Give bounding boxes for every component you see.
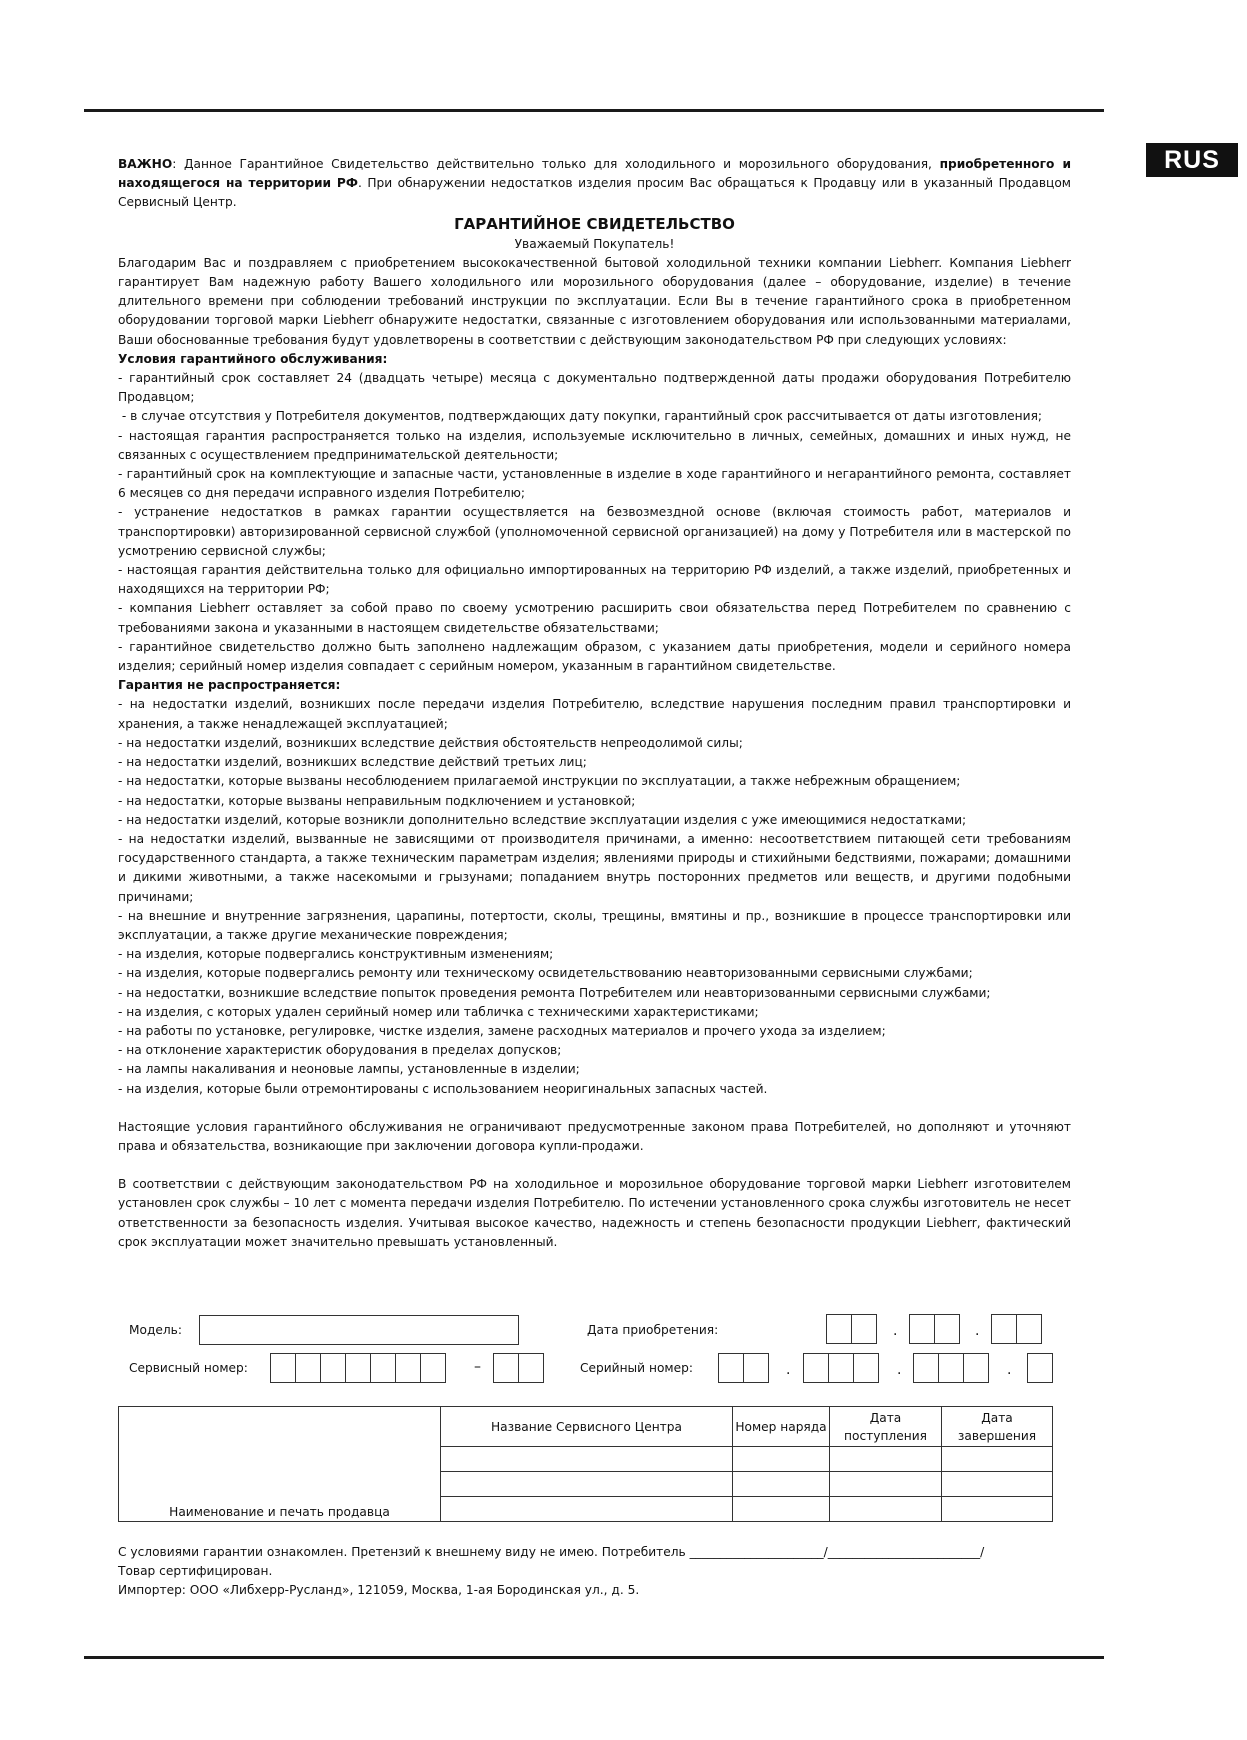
certified-line: Товар сертифицирован. xyxy=(118,1564,273,1579)
list-item: - гарантийный срок составляет 24 (двадцать четыре) месяца с документально подтвержденной даты продажи оборудования Потребителю Продавцом; xyxy=(118,371,1071,405)
table-cell[interactable] xyxy=(942,1497,1053,1522)
list-item: - на изделия, которые подвергались конструктивным изменениям; xyxy=(118,947,554,962)
list-item: - на недостатки, возникшие вследствие попыток проведения ремонта Потребителем или неавторизованными сервисными службами; xyxy=(118,985,991,1000)
date-separator: . xyxy=(975,1323,980,1339)
service-number-field[interactable] xyxy=(270,1353,445,1383)
seller-stamp-area[interactable] xyxy=(119,1407,441,1522)
list-item: - на недостатки изделий, возникших после передачи изделия Потребителю, вследствие нарушения последним правил транспортировки и хранения, а также ненадлежащей эксплуатацией; xyxy=(118,697,1071,731)
service-table xyxy=(118,1406,1053,1522)
digit-cell[interactable] xyxy=(1027,1353,1053,1383)
footer xyxy=(118,1543,984,1601)
digit-cell[interactable] xyxy=(493,1353,519,1383)
digit-cell[interactable] xyxy=(395,1353,421,1383)
list-item: - устранение недостатков в рамках гарантии осуществляется на безвозмездной основе (включая стоимость работ, материалов и транспортировки) авторизированной сервисной службой (уполномоченной сервисной организацией) на дому у Потребителя или в мастерской по усмотрению сервисной службы; xyxy=(118,505,1071,558)
digit-cell[interactable] xyxy=(295,1353,321,1383)
digit-cell[interactable] xyxy=(518,1353,544,1383)
rights-note: Настоящие условия гарантийного обслуживания не ограничивают предусмотренные законом права Потребителей, но дополняют и уточняют права и обязательства, возникающие при заключении договора купли-продажи. xyxy=(118,1119,1071,1153)
serial-separator: . xyxy=(897,1362,902,1378)
table-cell[interactable] xyxy=(942,1447,1053,1472)
important-label: ВАЖНО xyxy=(118,157,173,171)
table-cell[interactable] xyxy=(733,1447,830,1472)
list-item: - на недостатки изделий, возникших вследствие действия обстоятельств непреодолимой силы; xyxy=(118,735,743,750)
table-cell[interactable] xyxy=(441,1447,733,1472)
bottom-divider xyxy=(84,1656,1104,1659)
column-header: Номер наряда xyxy=(733,1407,830,1447)
page-title: ГАРАНТИЙНОЕ СВИДЕТЕЛЬСТВО xyxy=(454,214,735,233)
table-cell[interactable] xyxy=(441,1497,733,1522)
table-cell[interactable] xyxy=(830,1472,942,1497)
table-cell[interactable] xyxy=(830,1497,942,1522)
digit-cell[interactable] xyxy=(345,1353,371,1383)
list-item: - на недостатки, которые вызваны неправильным подключением и установкой; xyxy=(118,793,636,808)
language-tag: RUS xyxy=(1146,143,1238,177)
column-header: Дата поступления xyxy=(830,1407,942,1447)
purchase-month-field[interactable] xyxy=(909,1314,959,1344)
list-item: - гарантийное свидетельство должно быть заполнено надлежащим образом, с указанием даты приобретения, модели и серийного номера изделия; серийный номер изделия совпадает с серийным номером, указанным в гарантийном свидетельстве. xyxy=(118,639,1071,674)
digit-cell[interactable] xyxy=(320,1353,346,1383)
serial-part-3-field[interactable] xyxy=(913,1353,988,1383)
greeting: Уважаемый Покупатель! xyxy=(514,236,675,251)
list-item: - настоящая гарантия действительна только для официально импортированных на территорию РФ изделий, а также изделий, приобретенных и находящихся на территории РФ; xyxy=(118,563,1071,597)
model-field[interactable] xyxy=(199,1315,519,1345)
list-item: - на изделия, которые подвергались ремонту или техническому освидетельствованию неавторизованными сервисными службами; xyxy=(118,966,973,981)
digit-cell[interactable] xyxy=(370,1353,396,1383)
important-text-c: . При обнаружении недостатков изделия просим Вас обращаться к Продавцу или в указанный Продавцом Сервисный Центр. xyxy=(118,176,1071,210)
list-item: - на недостатки изделий, которые возникли дополнительно вследствие эксплуатации изделия с уже имеющимися недостатками; xyxy=(118,812,967,827)
important-notice xyxy=(118,155,1071,213)
table-cell[interactable] xyxy=(441,1472,733,1497)
list-item: - в случае отсутствия у Потребителя документов, подтверждающих дату покупки, гарантийный срок рассчитывается от даты изготовления; xyxy=(118,409,1043,424)
date-separator: . xyxy=(893,1323,898,1339)
serial-part-2-field[interactable] xyxy=(803,1353,878,1383)
digit-cell[interactable] xyxy=(718,1353,744,1383)
digit-cell[interactable] xyxy=(828,1353,854,1383)
digit-cell[interactable] xyxy=(963,1353,989,1383)
purchase-day-field[interactable] xyxy=(826,1314,876,1344)
intro-paragraph: Благодарим Вас и поздравляем с приобретением высококачественной бытовой холодильной техники компании Liebherr. Компания Liebherr гарантирует Вам надежную работу Вашего холодильного или морозильного оборудования (далее – оборудование, изделие) в течение длительного времени при соблюдении требований инструкции по эксплуатации. Если Вы в течение гарантийного срока в приобретенном оборудовании торговой марки Liebherr обнаружите недостатки, связанные с изготовлением оборудования или использованными материалами, Ваши обоснованные требования будут удовлетворены в соответствии с действующим законодательством РФ при следующих условиях: xyxy=(118,255,1071,347)
column-header: Дата завершения xyxy=(942,1407,1053,1447)
purchase-year-field[interactable] xyxy=(991,1314,1041,1344)
list-item: - на изделия, с которых удален серийный номер или табличка с техническими характеристиками; xyxy=(118,1004,759,1019)
conditions-heading: Условия гарантийного обслуживания: xyxy=(118,351,388,366)
digit-cell[interactable] xyxy=(991,1314,1017,1344)
digit-cell[interactable] xyxy=(826,1314,852,1344)
model-label: Модель: xyxy=(129,1323,182,1337)
serial-part-4-field[interactable] xyxy=(1027,1353,1052,1383)
digit-cell[interactable] xyxy=(851,1314,877,1344)
table-cell[interactable] xyxy=(733,1472,830,1497)
important-text-a: : Данное Гарантийное Свидетельство действительно только для холодильного и морозильного оборудования, xyxy=(172,157,940,171)
list-item: - гарантийный срок на комплектующие и запасные части, установленные в изделие в ходе гарантийного и негарантийного ремонта, составляет 6 месяцев со дня передачи исправного изделия Потребителю; xyxy=(118,467,1071,501)
digit-cell[interactable] xyxy=(1016,1314,1042,1344)
digit-cell[interactable] xyxy=(913,1353,939,1383)
importer-line: Импортер: ООО «Либхерр-Русланд», 121059, Москва, 1-ая Бородинская ул., д. 5. xyxy=(118,1583,640,1598)
list-item: - на изделия, которые были отремонтированы с использованием неоригинальных запасных частей. xyxy=(118,1081,768,1096)
exclusions-list xyxy=(118,695,1071,1098)
digit-cell[interactable] xyxy=(853,1353,879,1383)
serial-separator: . xyxy=(786,1362,791,1378)
acknowledgement-line: С условиями гарантии ознакомлен. Претензий к внешнему виду не имею. Потребитель ______________________/_________________________/ xyxy=(118,1545,985,1559)
digit-cell[interactable] xyxy=(934,1314,960,1344)
list-item: - на недостатки, которые вызваны несоблюдением прилагаемой инструкции по эксплуатации, а также небрежным обращением; xyxy=(118,774,961,789)
column-header: Название Сервисного Центра xyxy=(441,1407,733,1447)
list-item: - на лампы накаливания и неоновые лампы, установленные в изделии; xyxy=(118,1062,580,1077)
digit-cell[interactable] xyxy=(909,1314,935,1344)
list-item: - компания Liebherr оставляет за собой право по своему усмотрению расширить свои обязательства перед Потребителем по сравнению с требованиями закона и указанными в настоящем свидетельстве обязательствами; xyxy=(118,601,1071,635)
digit-cell[interactable] xyxy=(803,1353,829,1383)
list-item: - настоящая гарантия распространяется только на изделия, используемые исключительно в личных, семейных, домашних и иных нужд, не связанных с осуществлением предпринимательской деятельности; xyxy=(118,428,1071,462)
warranty-document xyxy=(118,155,1071,1252)
table-cell[interactable] xyxy=(942,1472,1053,1497)
list-item: - на недостатки изделий, вызванные не зависящими от производителя причинами, а именно: несоответствием питающей сети требованиям государственного стандарта, а также техническим параметрам изделия; явлениями природы и стихийными бедствиями, пожарами; домашними и дикими животными, а также насекомыми и грызунами; попаданием внутрь посторонних предметов или веществ, и другими подобными причинами; xyxy=(118,831,1071,904)
table-cell[interactable] xyxy=(830,1447,942,1472)
digit-cell[interactable] xyxy=(270,1353,296,1383)
list-item: - на недостатки изделий, возникших вследствие действий третьих лиц; xyxy=(118,755,587,770)
important-bold: приобретенного и находящегося на территории РФ xyxy=(118,157,1071,191)
service-life-note: В соответствии с действующим законодательством РФ на холодильное и морозильное оборудование торговой марки Liebherr изготовителем установлен срок службы – 10 лет с момента передачи изделия Потребителю. По истечении установленного срока службы изготовитель не несет ответственности за безопасность изделия. Учитывая высокое качество, надежность и степень безопасности продукции Liebherr, фактический срок эксплуатации может значительно превышать установленный. xyxy=(118,1177,1071,1249)
serial-number-label: Серийный номер: xyxy=(580,1361,693,1375)
digit-cell[interactable] xyxy=(938,1353,964,1383)
service-number-suffix-field[interactable] xyxy=(493,1353,543,1383)
table-cell[interactable] xyxy=(733,1497,830,1522)
list-item: - на работы по установке, регулировке, чистке изделия, замене расходных материалов и прочего ухода за изделием; xyxy=(118,1023,886,1038)
service-number-separator: – xyxy=(474,1359,481,1375)
list-item: - на отклонение характеристик оборудования в пределах допусков; xyxy=(118,1043,562,1058)
serial-part-1-field[interactable] xyxy=(718,1353,768,1383)
top-divider xyxy=(84,109,1104,112)
seller-label: Наименование и печать продавца xyxy=(169,1505,390,1519)
conditions-list xyxy=(118,369,1071,676)
service-number-label: Сервисный номер: xyxy=(129,1361,248,1375)
exclusions-heading: Гарантия не распространяется: xyxy=(118,678,341,693)
list-item: - на внешние и внутренние загрязнения, царапины, потертости, сколы, трещины, вмятины и пр., возникшие в процессе транспортировки или эксплуатации, а также другие механические повреждения; xyxy=(118,908,1071,942)
purchase-date-label: Дата приобретения: xyxy=(587,1323,719,1337)
serial-separator: . xyxy=(1007,1362,1012,1378)
digit-cell[interactable] xyxy=(420,1353,446,1383)
digit-cell[interactable] xyxy=(743,1353,769,1383)
